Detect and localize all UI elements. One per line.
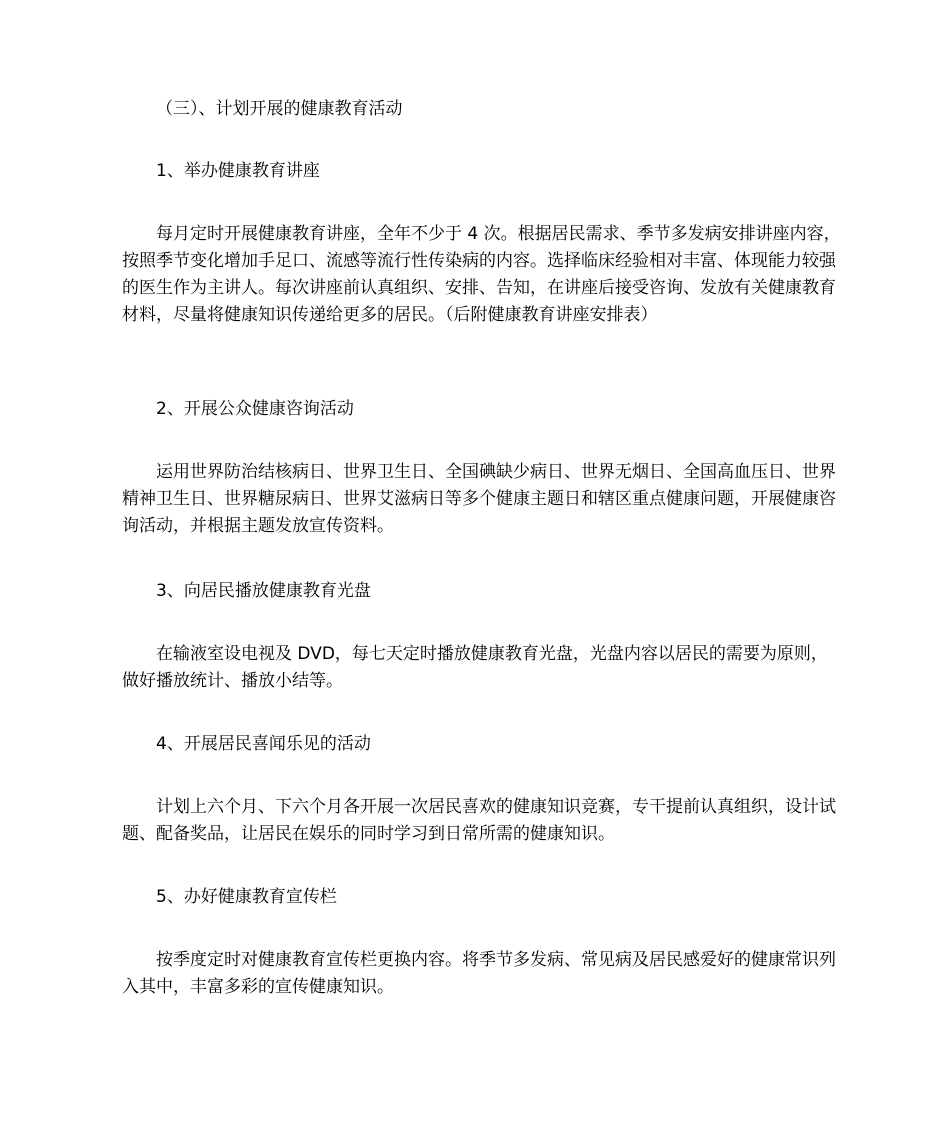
item-heading: 2、开展公众健康咨询活动	[156, 399, 354, 419]
item-heading: 1、举办健康教育讲座	[156, 161, 320, 181]
item-heading: 3、向居民播放健康教育光盘	[156, 581, 371, 601]
item-body: 在输液室设电视及 DVD，每七天定时播放健康教育光盘，光盘内容以居民的需要为原则，做好播放统计、播放小结等。	[122, 644, 828, 691]
item-body: 按季度定时对健康教育宣传栏更换内容。将季节多发病、常见病及居民感爱好的健康常识列入其中，丰富多彩的宣传健康知识。	[122, 950, 836, 997]
item-body: 计划上六个月、下六个月各开展一次居民喜欢的健康知识竞赛，专干提前认真组织，设计试题、配备奖品，让居民在娱乐的同时学习到日常所需的健康知识。	[122, 797, 836, 844]
item-heading: 4、开展居民喜闻乐见的活动	[156, 734, 371, 754]
item-body: 运用世界防治结核病日、世界卫生日、全国碘缺少病日、世界无烟日、全国高血压日、世界精神卫生日、世界糖尿病日、世界艾滋病日等多个健康主题日和辖区重点健康问题，开展健康咨询活动，并根据主题发放宣传资料。	[122, 462, 836, 536]
item-body: 每月定时开展健康教育讲座，全年不少于 4 次。根据居民需求、季节多发病安排讲座内容，按照季节变化增加手足口、流感等流行性传染病的内容。选择临床经验相对丰富、体现能力较强的医生作为主讲人。每次讲座前认真组织、安排、告知，在讲座后接受咨询、发放有关健康教育材料，尽量将健康知识传递给更多的居民。（后附健康教育讲座安排表）	[122, 224, 841, 325]
section-title: （三）、计划开展的健康教育活动	[156, 99, 403, 119]
item-heading: 5、办好健康教育宣传栏	[156, 887, 337, 907]
